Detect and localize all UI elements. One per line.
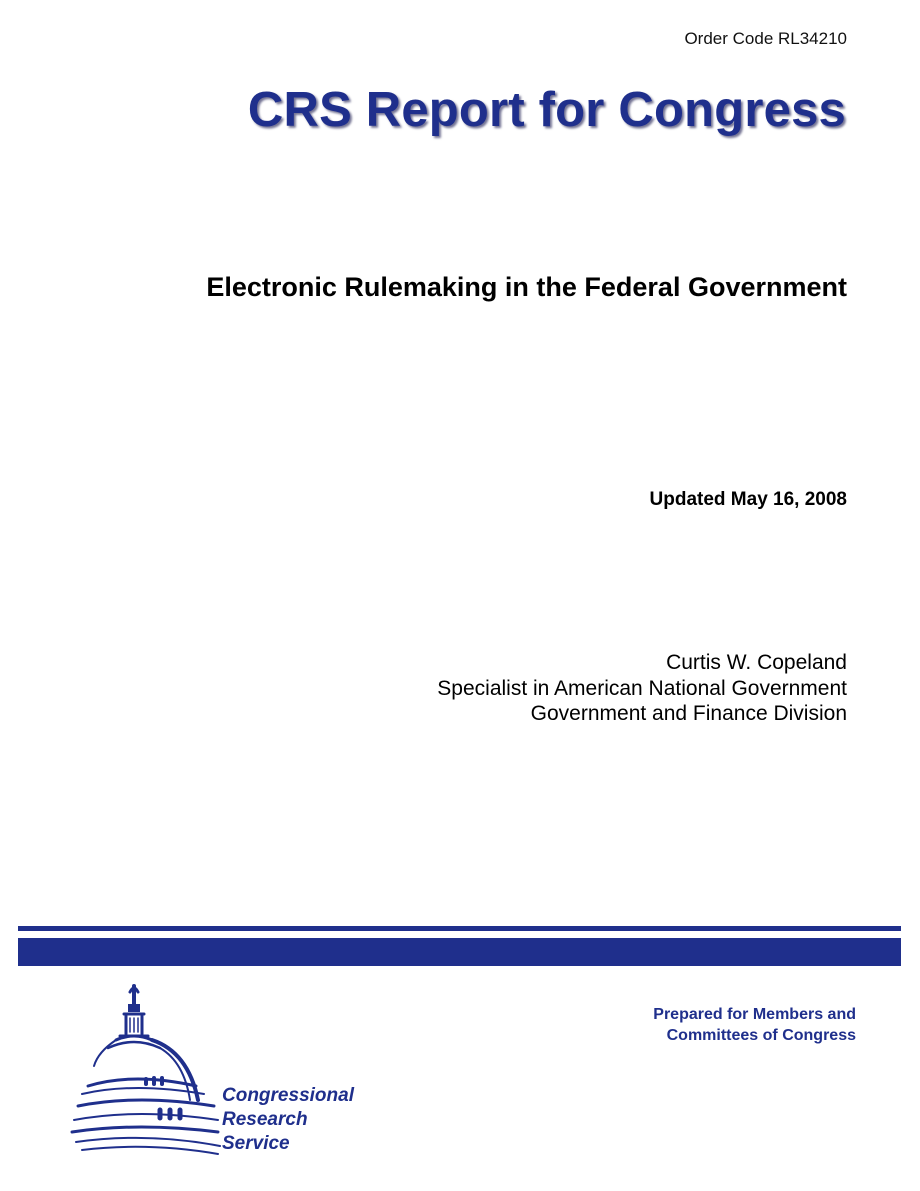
logo-line-3: Service <box>222 1133 290 1154</box>
divider-thin-rule <box>18 926 901 931</box>
document-title: Electronic Rulemaking in the Federal Government <box>206 272 847 302</box>
author-division: Government and Finance Division <box>530 702 847 725</box>
author-position: Specialist in American National Government <box>437 676 847 700</box>
order-code: Order Code RL34210 <box>684 29 847 48</box>
updated-date: Updated May 16, 2008 <box>649 489 847 510</box>
prepared-line-2: Committees of Congress <box>666 1027 856 1044</box>
prepared-line-1: Prepared for Members and <box>653 1006 856 1023</box>
logo-line-1: Congressional <box>222 1085 354 1106</box>
capitol-dome-icon <box>68 982 228 1157</box>
prepared-for-note <box>653 1004 856 1046</box>
author-name: Curtis W. Copeland <box>666 651 847 674</box>
crs-logo <box>68 982 368 1162</box>
logo-wordmark <box>222 1084 354 1156</box>
logo-line-2: Research <box>222 1109 308 1130</box>
divider-thick-band <box>18 938 901 966</box>
author-block <box>437 650 847 727</box>
masthead-title: CRS Report for Congress <box>247 83 846 137</box>
